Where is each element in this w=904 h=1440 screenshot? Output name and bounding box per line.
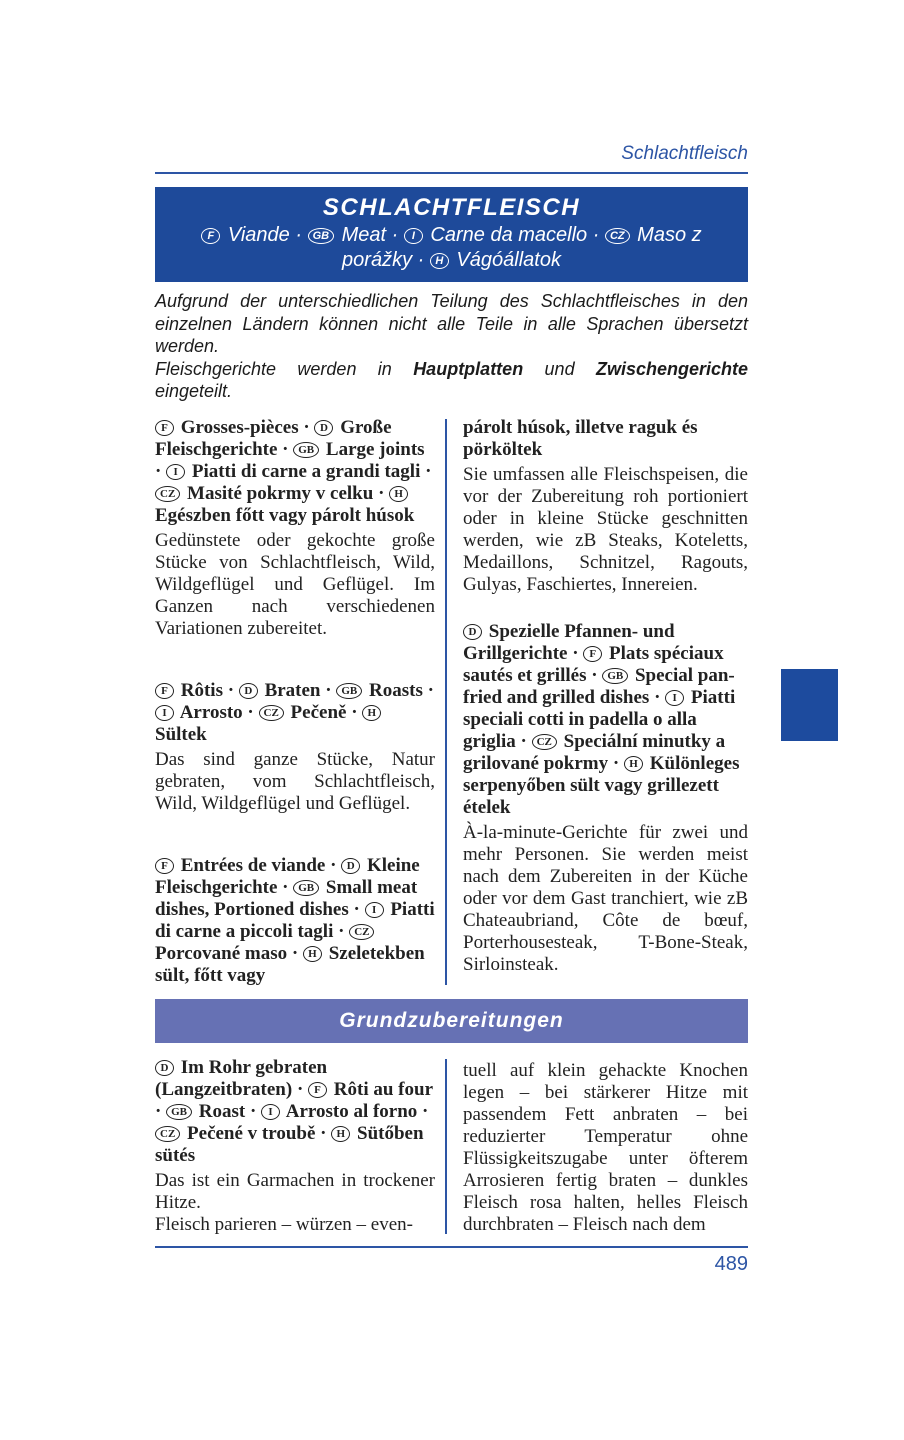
lang-I-icon: I — [166, 464, 185, 480]
entry-body: Das sind ganze Stücke, Natur gebraten, vom Schlachtfleisch, Wild, Wildgeflügel und Geflügel. — [155, 748, 435, 814]
chapter-thumb-tab — [781, 669, 838, 741]
lang-H-icon: H — [303, 946, 322, 962]
running-header: Schlachtfleisch — [155, 142, 748, 174]
main-right-column — [463, 417, 748, 987]
lang-I-icon: I — [155, 705, 174, 721]
entry-heading: F Rôtis · D Braten · GB Roasts · I Arrosto · CZ Pečeně · H Sültek — [155, 679, 434, 745]
section-banner: Grundzubereitungen — [155, 999, 748, 1043]
lang-F-icon: F — [155, 420, 174, 436]
chapter-title: SCHLACHTFLEISCH — [322, 194, 581, 221]
lang-F-icon: F — [308, 1082, 327, 1098]
lang-CZ-icon: CZ — [155, 1126, 180, 1142]
lang-D-icon: D — [463, 624, 482, 640]
entry-block — [463, 621, 748, 976]
lang-H-icon: H — [331, 1126, 350, 1142]
prep-right-column — [463, 1057, 748, 1236]
lang-F-icon: F — [583, 646, 602, 662]
lang-F-icon: F — [201, 228, 220, 244]
entry-heading: F Grosses-pièces · D Große Fleischgerichte · GB Large joints · I Piatti di carne a grandi tagli · CZ Masité pokrmy v celku · H Egészben főtt vagy párolt húsok — [155, 416, 432, 526]
lang-CZ-icon: CZ — [605, 228, 630, 244]
lang-D-icon: D — [155, 1060, 174, 1076]
lang-I-icon: I — [365, 902, 384, 918]
entry-body: tuell auf klein gehackte Knochen legen – bei stärkerer Hitze mit passendem Fett anbraten – bei reduzierter Temperatur ohne Flüssigkeitszugabe unter öfterem Arrosieren fertig braten – dunkles Fleisch rosa halten, helles Fleisch durchbraten – Fleisch nach dem — [463, 1059, 748, 1235]
lang-GB-icon: GB — [293, 442, 319, 458]
intro-paragraph-1: Aufgrund der unterschiedlichen Teilung des Schlachtfleisches in den einzelnen Ländern können nicht alle Teile in alle Sprachen übersetzt werden. — [155, 291, 748, 356]
lang-H-icon: H — [430, 253, 449, 269]
footer-rule — [155, 1246, 748, 1248]
lang-GB-icon: GB — [602, 668, 628, 684]
prep-left-column — [155, 1057, 435, 1236]
lang-H-icon: H — [624, 756, 643, 772]
lang-GB-icon: GB — [308, 228, 335, 244]
lang-CZ-icon: CZ — [532, 734, 557, 750]
entry-heading: párolt húsok, illetve raguk és pörköltek — [463, 416, 698, 460]
lang-CZ-icon: CZ — [155, 486, 180, 502]
chapter-translations: F Viande · GB Meat · I Carne da macello · CZ Maso z porážky · H Vágóállatok — [173, 223, 730, 273]
entry-block — [155, 417, 435, 640]
page-number: 489 — [714, 1252, 748, 1275]
page-content — [155, 0, 748, 1276]
entry-heading: F Entrées de viande · D Kleine Fleischgerichte · GB Small meat dishes, Portioned dishes · I Piatti di carne a piccoli tagli · CZ Porcované maso · H Szeletekben sült, főtt vagy — [155, 854, 435, 986]
entry-block — [463, 1060, 748, 1236]
entry-block — [463, 417, 748, 596]
column-divider — [445, 419, 447, 985]
entry-block — [155, 680, 435, 815]
entry-heading: D Im Rohr gebraten (Langzeitbraten) · F Rôti au four · GB Roast · I Arrosto al forno · CZ Pečené v troubě · H Sütőben sütés — [155, 1056, 433, 1166]
section-main — [155, 417, 748, 987]
lang-D-icon: D — [239, 683, 258, 699]
chapter-banner — [155, 187, 748, 282]
entry-body: Gedünstete oder gekochte große Stücke von Schlachtfleisch, Wild, Wildgeflügel und Geflügel. Im Ganzen nach verschiedenen Variationen zubereitet. — [155, 529, 435, 639]
lang-CZ-icon: CZ — [349, 924, 374, 940]
lang-I-icon: I — [261, 1104, 280, 1120]
lang-GB-icon: GB — [166, 1104, 192, 1120]
section-preparations — [155, 1057, 748, 1236]
lang-GB-icon: GB — [293, 880, 319, 896]
lang-I-icon: I — [665, 690, 684, 706]
lang-F-icon: F — [155, 858, 174, 874]
intro-text — [155, 290, 748, 403]
entry-body: Das ist ein Garmachen in trockener Hitze. Fleisch parieren – würzen – even- — [155, 1169, 435, 1235]
intro-paragraph-2: Fleischgerichte werden in Hauptplatten und Zwischengerichte eingeteilt. — [155, 358, 748, 401]
main-left-column — [155, 417, 435, 987]
entry-body: À-la-minute-Gerichte für zwei und mehr Personen. Sie werden meist nach dem Zubereiten in der Küche oder vor dem Gast tranchiert, wie zB Chateaubriand, Côte de bœuf, Porterhousesteak, T-Bone-Steak, Sirloinsteak. — [463, 821, 748, 975]
entry-block — [155, 855, 435, 987]
lang-H-icon: H — [362, 705, 381, 721]
entry-heading: D Spezielle Pfannen- und Grillgerichte · F Plats spéciaux sautés et grillés · GB Special pan-fried and grilled dishes · I Piatti speciali cotti in padella o alla griglia · CZ Speciální minutky a grilované pokrmy · H Különleges serpenyőben sült vagy grillezett ételek — [463, 620, 740, 818]
lang-D-icon: D — [341, 858, 360, 874]
lang-F-icon: F — [155, 683, 174, 699]
entry-body: Sie umfassen alle Fleischspeisen, die vor der Zubereitung roh portioniert oder in kleine Stücke geschnitten werden, wie zB Steaks, Koteletts, Medaillons, Schnitzel, Ragouts, Gulyas, Faschiertes, Innereien. — [463, 463, 748, 595]
lang-H-icon: H — [389, 486, 408, 502]
column-divider — [445, 1059, 447, 1234]
lang-I-icon: I — [404, 228, 423, 244]
lang-D-icon: D — [314, 420, 333, 436]
entry-block — [155, 1057, 435, 1236]
lang-CZ-icon: CZ — [259, 705, 284, 721]
lang-GB-icon: GB — [336, 683, 362, 699]
